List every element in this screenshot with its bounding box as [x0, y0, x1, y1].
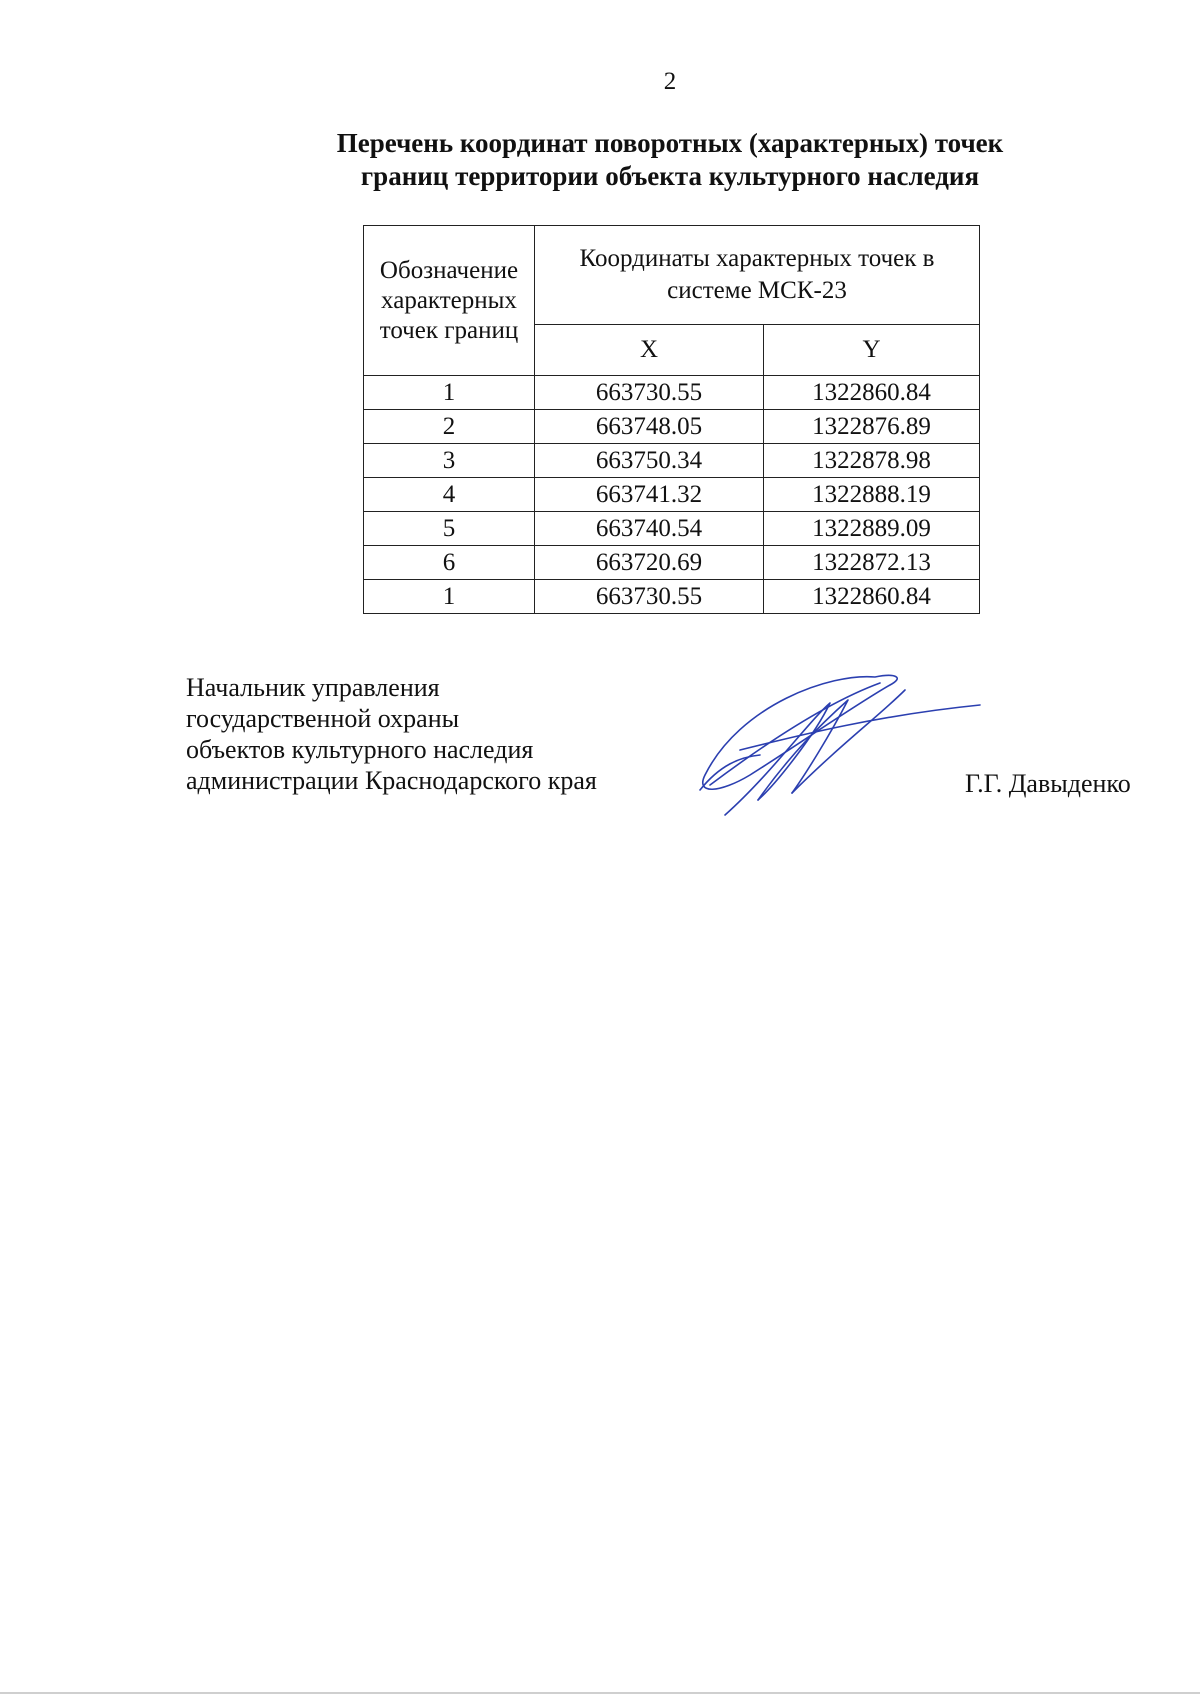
cell-point: 3	[364, 444, 535, 478]
handwritten-signature	[680, 665, 1000, 825]
page-number: 2	[663, 68, 677, 95]
cell-x: 663730.55	[535, 580, 764, 614]
header-y: Y	[764, 325, 980, 376]
header-designation	[364, 226, 535, 376]
position-line: объектов культурного наследия	[186, 735, 534, 764]
signatory-position	[186, 672, 597, 796]
cell-point: 6	[364, 546, 535, 580]
cell-point: 5	[364, 512, 535, 546]
cell-x: 663740.54	[535, 512, 764, 546]
cell-y: 1322888.19	[764, 478, 980, 512]
header-coordinates-line: Координаты характерных точек в	[579, 245, 935, 272]
cell-y: 1322860.84	[764, 376, 980, 410]
table-row	[364, 512, 980, 546]
title-line-1: Перечень координат поворотных (характерных) точек	[336, 128, 1004, 158]
cell-x: 663741.32	[535, 478, 764, 512]
header-coordinates-line: системе МСК-23	[667, 277, 847, 304]
cell-y: 1322876.89	[764, 410, 980, 444]
document-title	[300, 127, 1040, 193]
cell-y: 1322878.98	[764, 444, 980, 478]
header-x: X	[535, 325, 764, 376]
table-row	[364, 376, 980, 410]
cell-x: 663750.34	[535, 444, 764, 478]
cell-point: 1	[364, 580, 535, 614]
header-designation-line: точек границ	[379, 316, 519, 344]
table-row	[364, 444, 980, 478]
cell-x: 663720.69	[535, 546, 764, 580]
table-header-row	[364, 226, 980, 325]
title-line-2: границ территории объекта культурного наследия	[360, 161, 980, 191]
position-line: администрации Краснодарского края	[186, 766, 597, 795]
cell-y: 1322860.84	[764, 580, 980, 614]
cell-point: 2	[364, 410, 535, 444]
table-row	[364, 546, 980, 580]
cell-x: 663748.05	[535, 410, 764, 444]
coordinates-table	[363, 225, 980, 614]
table-row	[364, 580, 980, 614]
position-line: государственной охраны	[186, 704, 460, 733]
cell-y: 1322889.09	[764, 512, 980, 546]
header-coordinates	[535, 226, 980, 325]
header-designation-line: Обозначение	[379, 256, 519, 284]
position-line: Начальник управления	[186, 673, 440, 702]
signatory-name: Г.Г. Давыденко	[965, 769, 1131, 798]
cell-x: 663730.55	[535, 376, 764, 410]
table-row	[364, 478, 980, 512]
table-row	[364, 410, 980, 444]
header-designation-line: характерных	[381, 286, 517, 314]
page-bottom-edge	[0, 1692, 1200, 1694]
cell-point: 1	[364, 376, 535, 410]
cell-point: 4	[364, 478, 535, 512]
cell-y: 1322872.13	[764, 546, 980, 580]
